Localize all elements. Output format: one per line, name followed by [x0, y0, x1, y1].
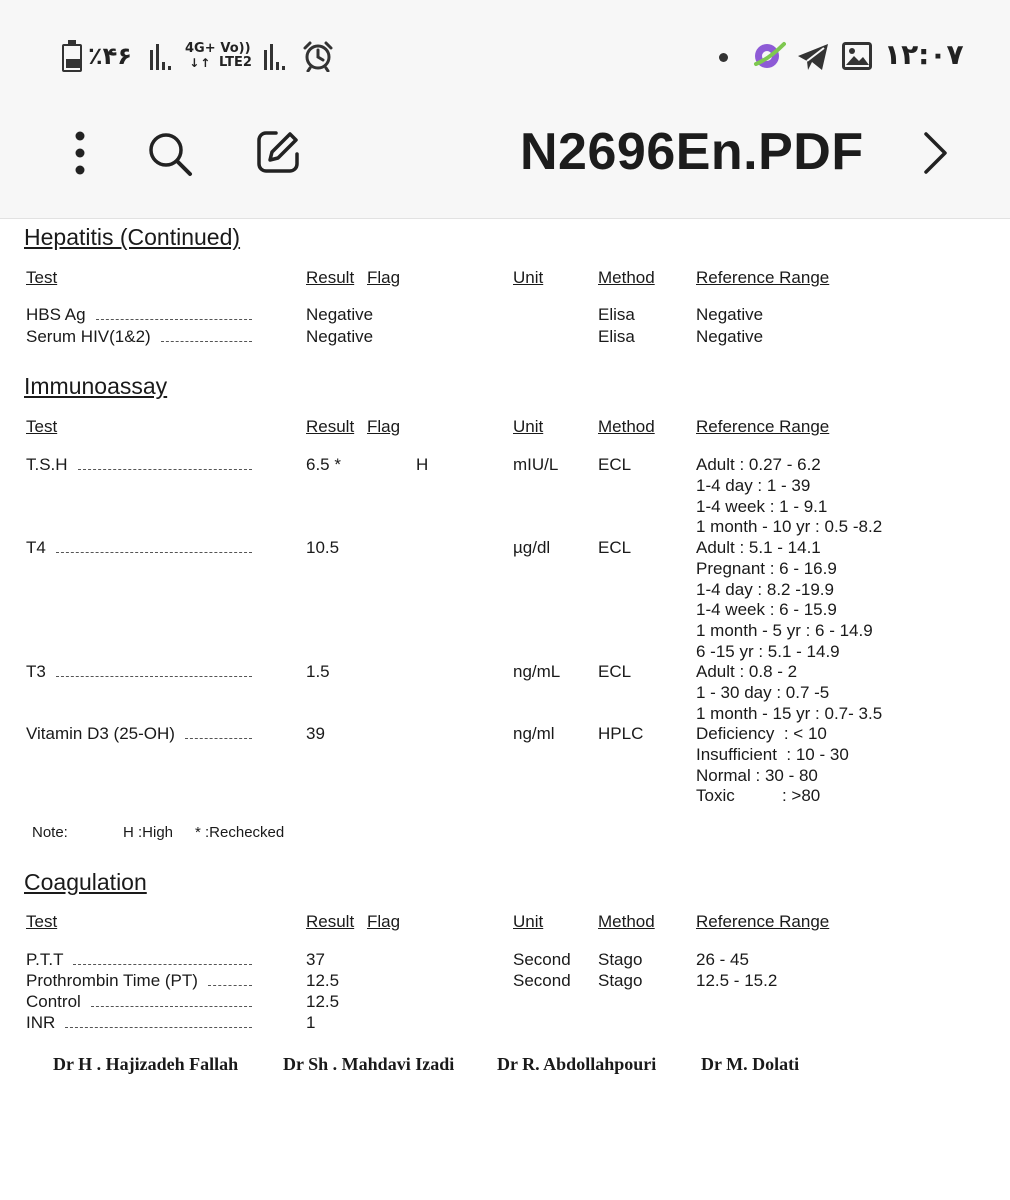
method-value: Stago	[598, 971, 643, 990]
test-name: INR	[26, 1013, 56, 1032]
header-unit: Unit	[513, 268, 544, 287]
result-value: 12.5	[306, 971, 340, 990]
result-value: 37	[306, 950, 325, 969]
leader-line	[96, 319, 252, 320]
unit-value: Second	[513, 950, 571, 969]
header-unit: Unit	[513, 912, 544, 931]
result-value: 12.5	[306, 992, 340, 1011]
reference-range-line: Negative	[696, 305, 764, 324]
unit-value: µg/dl	[513, 538, 551, 557]
leader-line	[56, 676, 252, 677]
notification-dot-icon	[719, 53, 728, 62]
method-value: ECL	[598, 538, 632, 557]
header-method: Method	[598, 268, 655, 287]
reference-range-line: 1-4 day : 1 - 39	[696, 475, 811, 495]
test-name: Control	[26, 992, 81, 1011]
reference-range	[696, 724, 849, 807]
reference-range-line: 1 month - 10 yr : 0.5 -8.2	[696, 517, 883, 537]
signal-strength-icon	[150, 44, 171, 70]
header-unit: Unit	[513, 417, 544, 436]
reference-range-line: Negative	[696, 327, 764, 346]
header-test: Test	[26, 417, 58, 436]
header-result: Result	[306, 417, 355, 436]
note-rechecked: * :Rechecked	[195, 824, 285, 841]
result-value: Negative	[306, 305, 374, 324]
app-notification-icon	[752, 40, 786, 72]
note-label: Note:	[32, 824, 68, 841]
section-title-immunoassay: Immunoassay	[24, 373, 168, 399]
leader-line	[91, 1006, 252, 1007]
pdf-viewer-toolbar	[0, 100, 1010, 219]
test-name: Prothrombin Time (PT)	[26, 971, 198, 990]
signal-strength-2-icon	[264, 44, 285, 70]
method-value: Elisa	[598, 327, 635, 346]
method-value: HPLC	[598, 724, 644, 743]
header-method: Method	[598, 417, 655, 436]
leader-line	[73, 964, 252, 965]
reference-range-line: Toxic : >80	[696, 786, 821, 806]
search-icon[interactable]	[146, 130, 194, 178]
reference-range-line: Insufficient : 10 - 30	[696, 744, 849, 764]
section-title-coagulation: Coagulation	[24, 869, 147, 895]
network-type-volte: Vo)) LTE2	[219, 41, 252, 70]
reference-range-line: 1-4 week : 6 - 15.9	[696, 600, 837, 620]
reference-range	[696, 327, 763, 348]
reference-range	[696, 971, 777, 992]
signature-name: Dr R. Abdollahpouri	[497, 1054, 657, 1074]
reference-range-line: Pregnant : 6 - 16.9	[696, 558, 837, 578]
header-method: Method	[598, 912, 655, 931]
unit-value: mIU/L	[513, 455, 559, 474]
unit-value: Second	[513, 971, 571, 990]
chevron-right-icon[interactable]	[920, 130, 950, 176]
header-test: Test	[26, 268, 58, 287]
reference-range	[696, 538, 873, 663]
test-name: P.T.T	[26, 950, 64, 969]
signature-name: Dr M. Dolati	[701, 1054, 800, 1074]
telegram-icon	[796, 42, 830, 72]
battery-percent: ٪۴۶	[88, 42, 132, 70]
result-value: 39	[306, 724, 325, 743]
method-value: ECL	[598, 455, 632, 474]
test-name: Serum HIV(1&2)	[26, 327, 151, 346]
reference-range	[696, 662, 882, 724]
reference-range-line: 6 -15 yr : 5.1 - 14.9	[696, 641, 840, 661]
more-options-icon[interactable]	[68, 130, 92, 176]
reference-range-line: 1-4 day : 8.2 -19.9	[696, 579, 834, 599]
header-flag: Flag	[367, 417, 401, 436]
test-name: Vitamin D3 (25-OH)	[26, 724, 175, 743]
network-type-4g: 4G+ ↓↑	[185, 41, 216, 70]
reference-range-line: Deficiency : < 10	[696, 724, 827, 743]
test-name: T3	[26, 662, 46, 681]
reference-range-line: 12.5 - 15.2	[696, 971, 778, 990]
reference-range-line: Adult : 0.27 - 6.2	[696, 455, 821, 474]
result-value: 1	[306, 1013, 316, 1032]
leader-line	[56, 552, 252, 553]
method-value: ECL	[598, 662, 632, 681]
gallery-icon	[842, 42, 872, 70]
header-reference-range: Reference Range	[696, 268, 830, 287]
header-flag: Flag	[367, 912, 401, 931]
result-value: 6.5 *	[306, 455, 341, 474]
clock: ۱۲:۰۷	[884, 38, 964, 71]
header-test: Test	[26, 912, 58, 931]
reference-range-line: 1 month - 5 yr : 6 - 14.9	[696, 621, 873, 641]
header-flag: Flag	[367, 268, 401, 287]
reference-range	[696, 305, 763, 326]
header-result: Result	[306, 912, 355, 931]
flag-value: H	[416, 455, 429, 474]
leader-line	[208, 985, 252, 986]
reference-range-line: 1-4 week : 1 - 9.1	[696, 496, 828, 516]
section-title-hepatitis: Hepatitis (Continued)	[24, 224, 241, 250]
header-reference-range: Reference Range	[696, 912, 830, 931]
method-value: Elisa	[598, 305, 635, 324]
header-result: Result	[306, 268, 355, 287]
reference-range-line: Normal : 30 - 80	[696, 765, 818, 785]
leader-line	[78, 469, 252, 470]
method-value: Stago	[598, 950, 643, 969]
unit-value: ng/mL	[513, 662, 561, 681]
document-title: N2696En.PDF	[520, 123, 864, 181]
edit-icon[interactable]	[254, 128, 302, 176]
result-value: Negative	[306, 327, 374, 346]
signature-name: Dr Sh . Mahdavi Izadi	[283, 1054, 455, 1074]
leader-line	[65, 1027, 252, 1028]
leader-line	[161, 341, 252, 342]
reference-range-line: 1 - 30 day : 0.7 -5	[696, 682, 830, 702]
leader-line	[185, 738, 252, 739]
alarm-icon	[302, 40, 334, 72]
reference-range-line: Adult : 5.1 - 14.1	[696, 538, 821, 557]
reference-range-line: 26 - 45	[696, 950, 749, 969]
result-value: 10.5	[306, 538, 340, 557]
test-name: T4	[26, 538, 46, 557]
test-name: HBS Ag	[26, 305, 86, 324]
header-reference-range: Reference Range	[696, 417, 830, 436]
reference-range	[696, 950, 749, 971]
signature-name: Dr H . Hajizadeh Fallah	[53, 1054, 239, 1074]
pdf-page[interactable]	[0, 219, 1010, 1200]
reference-range	[696, 455, 882, 538]
unit-value: ng/ml	[513, 724, 555, 743]
battery-icon	[62, 40, 82, 71]
test-name: T.S.H	[26, 455, 68, 474]
reference-range-line: Adult : 0.8 - 2	[696, 662, 798, 681]
result-value: 1.5	[306, 662, 330, 681]
reference-range-line: 1 month - 15 yr : 0.7- 3.5	[696, 703, 883, 723]
note-high: H :High	[123, 824, 174, 841]
status-bar	[0, 0, 1010, 100]
